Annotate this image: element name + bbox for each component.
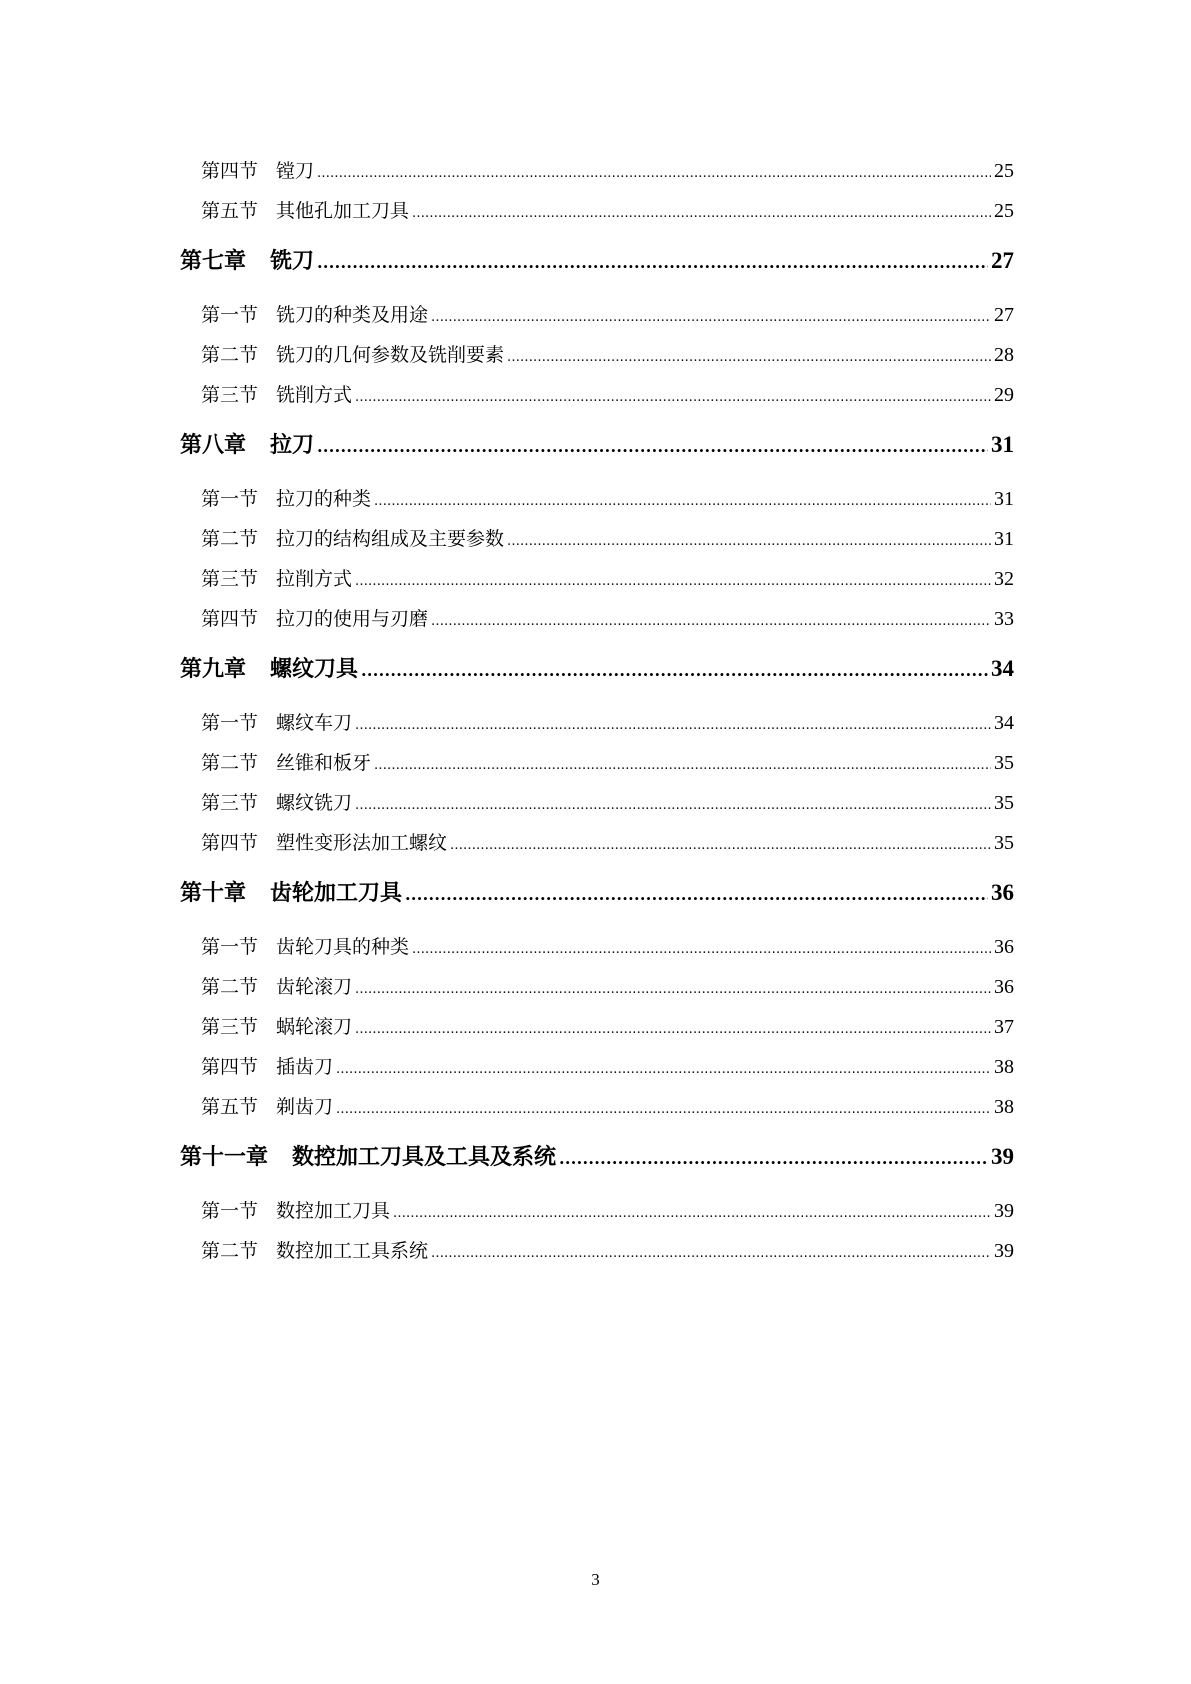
dot-leader (355, 982, 991, 997)
section-title: 剃齿刀 (276, 1096, 334, 1118)
section-title: 蜗轮滚刀 (276, 1016, 353, 1038)
toc-entry-chapter[interactable] (180, 876, 1014, 910)
chapter-number: 第八章 (180, 432, 247, 458)
section-number: 第一节 (201, 936, 259, 958)
page-number: 38 (994, 1056, 1014, 1078)
section-title: 拉削方式 (276, 568, 353, 590)
page-number: 35 (994, 832, 1014, 854)
chapter-title: 铣刀 (270, 248, 315, 274)
section-title: 数控加工工具系统 (276, 1240, 429, 1262)
section-title: 拉刀的结构组成及主要参数 (276, 528, 505, 550)
section-number: 第二节 (201, 344, 259, 366)
dot-leader (559, 1149, 988, 1168)
toc-entry-section[interactable] (201, 1092, 1014, 1122)
page-number: 31 (994, 488, 1014, 510)
toc-entry-section[interactable] (201, 196, 1014, 226)
page-number: 32 (994, 568, 1014, 590)
dot-leader (405, 885, 988, 904)
toc-entry-chapter[interactable] (180, 428, 1014, 462)
dot-leader (355, 390, 991, 405)
dot-leader (412, 206, 991, 221)
dot-leader (431, 310, 991, 325)
toc-entry-section[interactable] (201, 828, 1014, 858)
dot-leader (361, 661, 988, 680)
page-number: 28 (994, 344, 1014, 366)
dot-leader (317, 437, 988, 456)
section-number: 第二节 (201, 752, 259, 774)
toc-entry-section[interactable] (201, 484, 1014, 514)
page-number: 36 (991, 880, 1014, 905)
section-number: 第四节 (201, 1056, 259, 1078)
dot-leader (374, 758, 991, 773)
page-number: 39 (994, 1200, 1014, 1222)
toc-entry-section[interactable] (201, 1052, 1014, 1082)
section-number: 第五节 (201, 200, 259, 222)
toc-entry-section[interactable] (201, 156, 1014, 186)
chapter-title: 数控加工刀具及工具及系统 (292, 1144, 557, 1170)
section-title: 螺纹车刀 (276, 712, 353, 734)
toc-entry-chapter[interactable] (180, 652, 1014, 686)
section-title: 丝锥和板牙 (276, 752, 372, 774)
toc-entry-section[interactable] (201, 1012, 1014, 1042)
section-number: 第三节 (201, 384, 259, 406)
dot-leader (374, 494, 991, 509)
dot-leader (317, 166, 991, 181)
toc-entry-section[interactable] (201, 340, 1014, 370)
section-number: 第一节 (201, 1200, 259, 1222)
dot-leader (393, 1206, 991, 1221)
page-number: 34 (994, 712, 1014, 734)
dot-leader (507, 534, 991, 549)
toc-entry-section[interactable] (201, 564, 1014, 594)
page-number: 35 (994, 792, 1014, 814)
section-title: 插齿刀 (276, 1056, 334, 1078)
section-number: 第三节 (201, 792, 259, 814)
chapter-number: 第七章 (180, 248, 247, 274)
dot-leader (355, 718, 991, 733)
page-number: 25 (994, 160, 1014, 182)
section-number: 第二节 (201, 528, 259, 550)
section-title: 镗刀 (276, 160, 315, 182)
dot-leader (336, 1062, 991, 1077)
section-number: 第三节 (201, 1016, 259, 1038)
page-number: 33 (994, 608, 1014, 630)
page-number: 34 (991, 656, 1014, 681)
section-number: 第四节 (201, 832, 259, 854)
page-number: 31 (994, 528, 1014, 550)
page-number: 27 (991, 248, 1014, 273)
dot-leader (355, 1022, 991, 1037)
section-title: 拉刀的种类 (276, 488, 372, 510)
page-number: 36 (994, 976, 1014, 998)
dot-leader (450, 838, 991, 853)
toc-entry-chapter[interactable] (180, 1140, 1014, 1174)
section-title: 铣削方式 (276, 384, 353, 406)
chapter-title: 齿轮加工刀具 (270, 880, 403, 906)
dot-leader (317, 253, 988, 272)
section-title: 铣刀的几何参数及铣削要素 (276, 344, 505, 366)
toc-entry-section[interactable] (201, 1196, 1014, 1226)
toc-entry-section[interactable] (201, 972, 1014, 1002)
page-number: 36 (994, 936, 1014, 958)
toc-entry-section[interactable] (201, 380, 1014, 410)
section-number: 第一节 (201, 488, 259, 510)
page-number: 38 (994, 1096, 1014, 1118)
dot-leader (431, 614, 991, 629)
page-number: 29 (994, 384, 1014, 406)
section-number: 第四节 (201, 608, 259, 630)
section-title: 其他孔加工刀具 (276, 200, 410, 222)
chapter-title: 螺纹刀具 (270, 656, 359, 682)
page-number: 39 (994, 1240, 1014, 1262)
page-number: 31 (991, 432, 1014, 457)
chapter-number: 第九章 (180, 656, 247, 682)
toc-entry-section[interactable] (201, 1236, 1014, 1266)
section-title: 铣刀的种类及用途 (276, 304, 429, 326)
toc-entry-section[interactable] (201, 524, 1014, 554)
section-title: 塑性变形法加工螺纹 (276, 832, 448, 854)
dot-leader (355, 798, 991, 813)
toc-entry-section[interactable] (201, 708, 1014, 738)
section-title: 数控加工刀具 (276, 1200, 391, 1222)
section-number: 第一节 (201, 304, 259, 326)
toc-entry-section[interactable] (201, 300, 1014, 330)
section-number: 第一节 (201, 712, 259, 734)
section-title: 齿轮滚刀 (276, 976, 353, 998)
footer-page-number: 3 (591, 1570, 600, 1589)
section-number: 第二节 (201, 976, 259, 998)
page-number: 39 (991, 1144, 1014, 1169)
dot-leader (412, 942, 991, 957)
toc-entry-section[interactable] (201, 932, 1014, 962)
dot-leader (431, 1246, 991, 1261)
page-number: 37 (994, 1016, 1014, 1038)
dot-leader (355, 574, 991, 589)
toc-entry-section[interactable] (201, 604, 1014, 634)
page-number: 27 (994, 304, 1014, 326)
toc-entry-section[interactable] (201, 748, 1014, 778)
page-number: 35 (994, 752, 1014, 774)
section-number: 第二节 (201, 1240, 259, 1262)
dot-leader (336, 1102, 991, 1117)
section-number: 第三节 (201, 568, 259, 590)
section-number: 第四节 (201, 160, 259, 182)
toc-entry-section[interactable] (201, 788, 1014, 818)
page-number: 25 (994, 200, 1014, 222)
section-title: 拉刀的使用与刃磨 (276, 608, 429, 630)
toc-entry-chapter[interactable] (180, 244, 1014, 278)
chapter-number: 第十章 (180, 880, 247, 906)
chapter-number: 第十一章 (180, 1144, 269, 1170)
dot-leader (507, 350, 991, 365)
section-number: 第五节 (201, 1096, 259, 1118)
chapter-title: 拉刀 (270, 432, 315, 458)
section-title: 螺纹铣刀 (276, 792, 353, 814)
section-title: 齿轮刀具的种类 (276, 936, 410, 958)
